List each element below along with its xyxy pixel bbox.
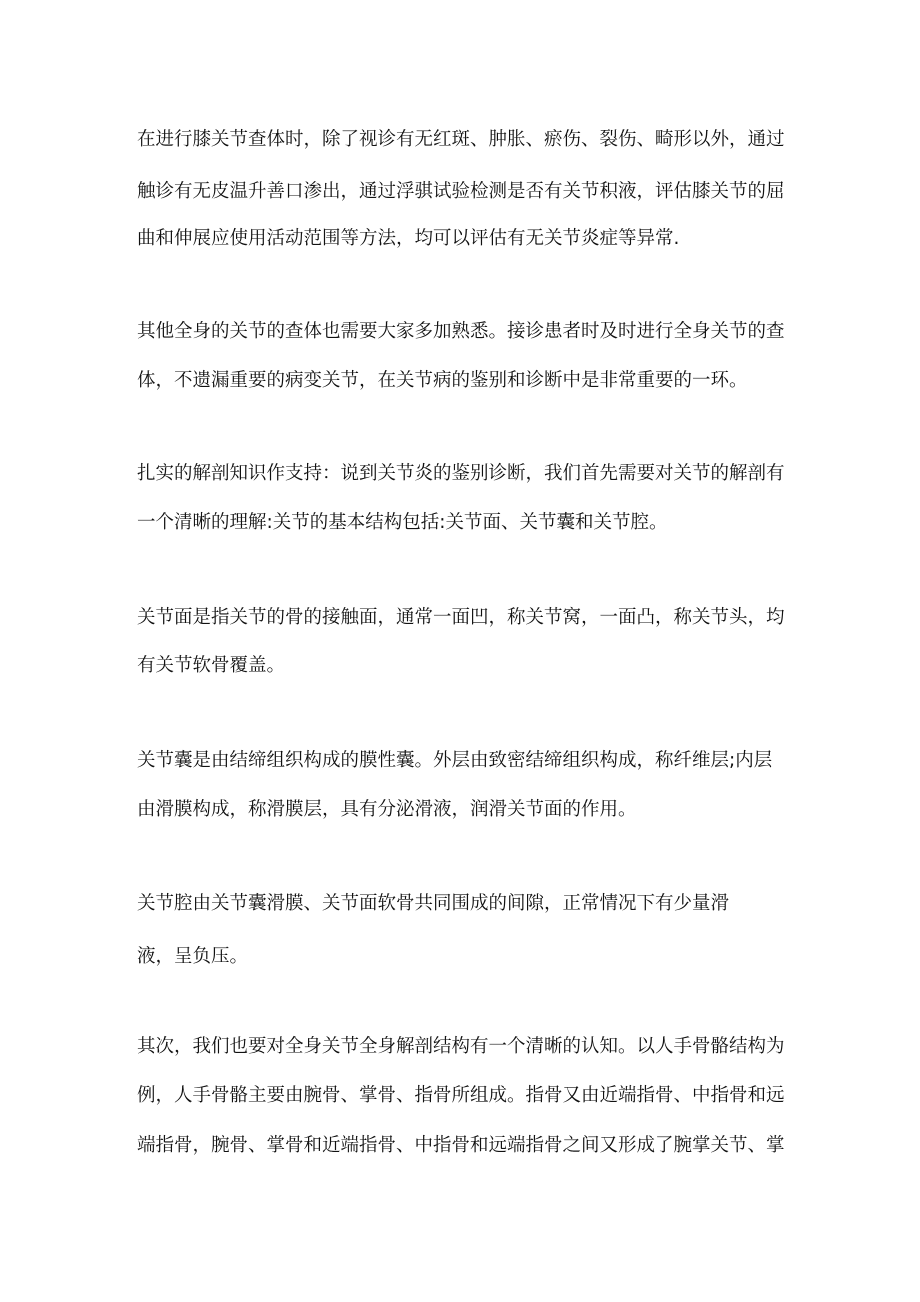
text-line: 例，人手骨骼主要由腕骨、掌骨、指骨所组成。指骨又由近端指骨、中指骨和远 — [137, 1085, 785, 1106]
text-line: 触诊有无皮温升善口渗出，通过浮骐试验检测是否有关节积液，评估膝关节的屈 — [137, 181, 785, 202]
text-line: 曲和伸展应使用活动范围等方法，均可以评估有无关节炎症等异常. — [137, 228, 680, 249]
text-line: 有关节软骨覆盖。 — [137, 655, 286, 676]
text-line: 关节面是指关节的骨的接触面，通常一面凹，称关节窝，一面凸，称关节头，均 — [137, 607, 785, 628]
text-line: 其他全身的关节的查体也需要大家多加熟悉。接诊患者时及时进行全身关节的查 — [137, 321, 785, 342]
text-line: 液，呈负压。 — [137, 946, 249, 967]
text-line: 端指骨，腕骨、掌骨和近端指骨、中指骨和远端指骨之间又形成了腕掌关节、掌 — [137, 1135, 785, 1156]
text-line: 体，不遗漏重要的病变关节，在关节病的鉴别和诊断中是非常重要的一环。 — [137, 370, 748, 391]
text-line: 一个清晰的理解:关节的基本结构包括:关节面、关节囊和关节腔。 — [137, 512, 668, 533]
text-line: 关节囊是由结缔组织构成的膜性囊。外层由致密结缔组织构成，称纤维层;内层 — [137, 750, 773, 771]
text-line: 其次，我们也要对全身关节全身解剖结构有一个清晰的认知。以人手骨骼结构为 — [137, 1036, 785, 1057]
text-line: 关节腔由关节囊滑膜、关节面软骨共同围成的间隙，正常情况下有少量滑 — [137, 893, 730, 914]
text-line: 扎实的解剖知识作支持：说到关节炎的鉴别诊断，我们首先需要对关节的解剖有 — [137, 463, 785, 484]
text-line: 在进行膝关节查体时，除了视诊有无红斑、肿胀、瘀伤、裂伤、畸形以外，通过 — [137, 129, 785, 150]
text-line: 由滑膜构成，称滑膜层，具有分泌滑液，润滑关节面的作用。 — [137, 799, 637, 820]
